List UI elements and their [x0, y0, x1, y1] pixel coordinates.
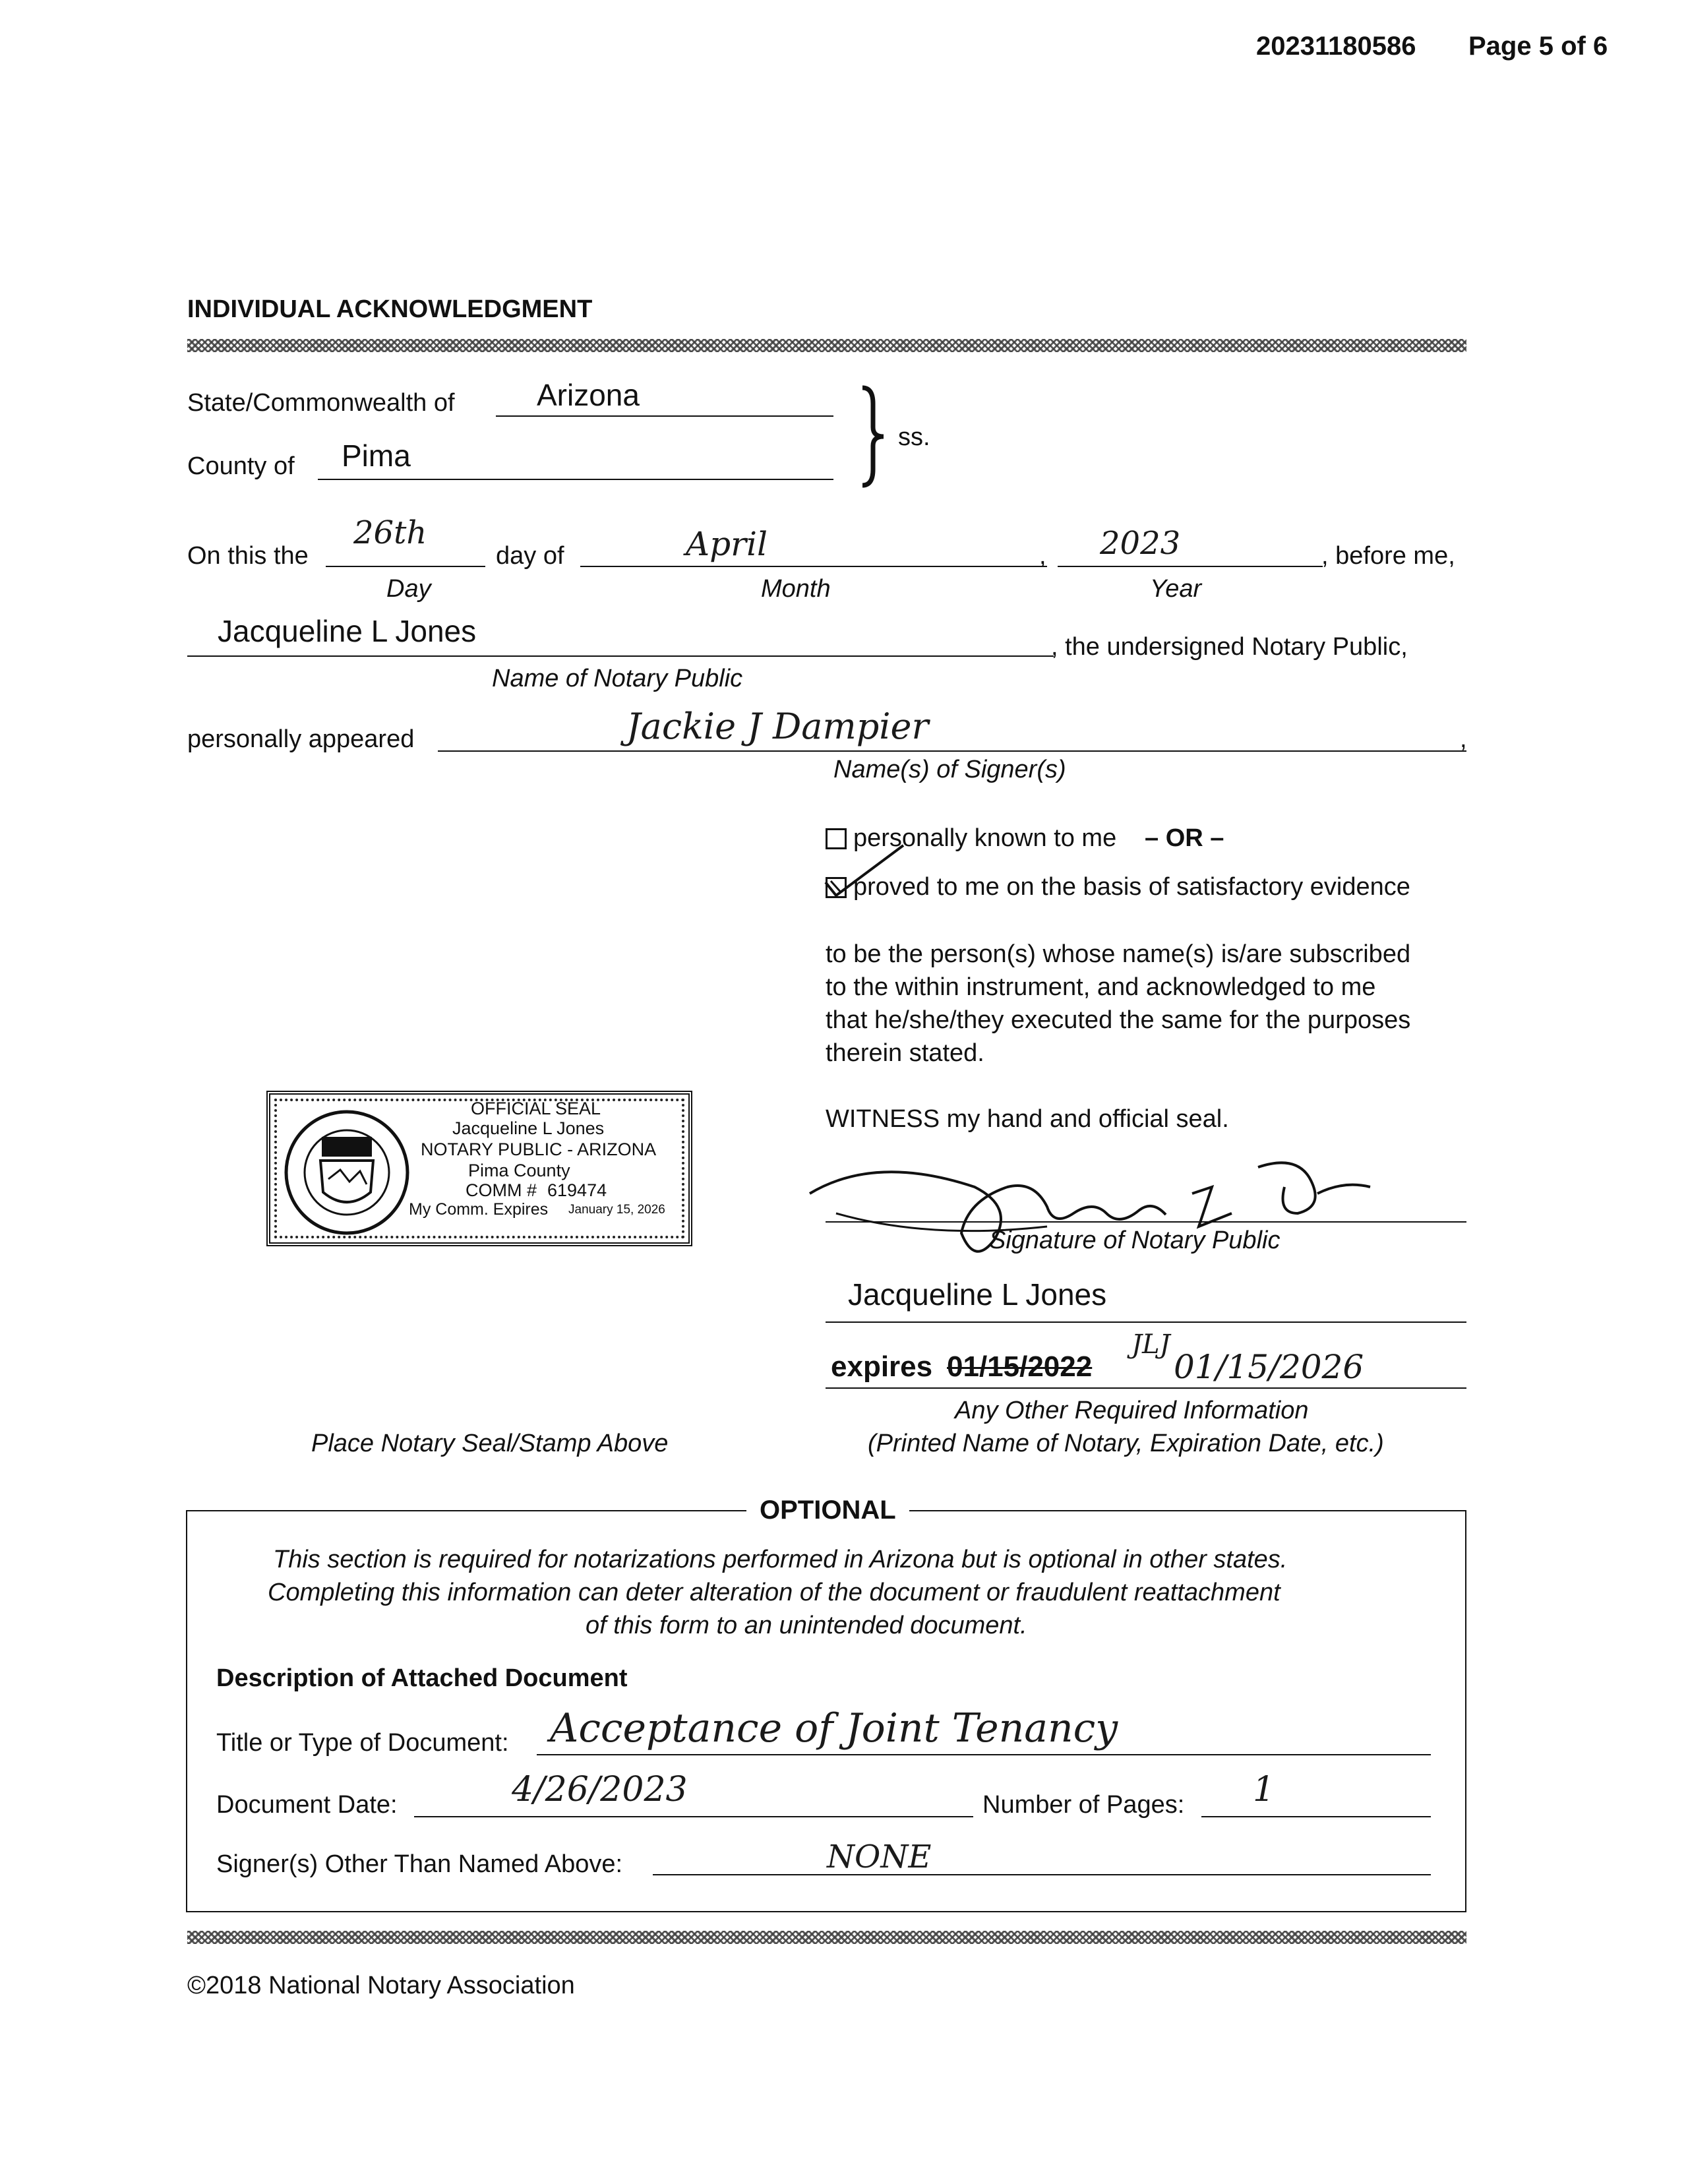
personally-appeared-label: personally appeared	[187, 725, 415, 753]
year-value: 2023	[1100, 525, 1181, 562]
before-me-label: , before me,	[1321, 542, 1455, 570]
other-info-sub: (Printed Name of Notary, Expiration Date, etc.)	[868, 1430, 1384, 1457]
signer-value: Jackie J Dampier	[626, 706, 929, 747]
state-seal-icon	[281, 1107, 413, 1238]
undersigned-label: , the undersigned Notary Public,	[1051, 633, 1408, 661]
optional-heading: OPTIONAL	[746, 1496, 909, 1525]
notary-name-value: Jacqueline L Jones	[218, 614, 477, 648]
doc-title-label: Title or Type of Document:	[216, 1729, 509, 1757]
doc-date-label: Document Date:	[216, 1791, 398, 1819]
printed-name-underline	[826, 1321, 1466, 1323]
other-signers-value: NONE	[827, 1838, 932, 1875]
printed-notary-name: Jacqueline L Jones	[848, 1277, 1107, 1312]
copyright: ©2018 National Notary Association	[187, 1972, 575, 1999]
seal-line-1: OFFICIAL SEAL	[471, 1099, 601, 1118]
brace	[857, 384, 890, 489]
seal-expires-date: January 15, 2026	[568, 1203, 665, 1217]
on-this-label: On this the	[187, 542, 309, 570]
seal-line-4: Pima County	[468, 1161, 570, 1180]
top-divider	[187, 339, 1466, 352]
signer-caption: Name(s) of Signer(s)	[833, 756, 1066, 783]
doc-date-underline	[414, 1816, 973, 1817]
month-caption: Month	[761, 575, 831, 603]
signature-caption: Signature of Notary Public	[989, 1227, 1281, 1254]
page-number: Page 5 of 6	[1468, 32, 1608, 61]
paragraph-line-4: therein stated.	[826, 1039, 984, 1067]
paragraph-line-2: to the within instrument, and acknowledged to me	[826, 973, 1376, 1001]
or-label: – OR –	[1145, 824, 1224, 852]
proved-label: proved to me on the basis of satisfactory evidence	[853, 873, 1410, 901]
comma-2: ,	[1460, 725, 1467, 753]
state-underline	[496, 415, 833, 417]
paragraph-line-3: that he/she/they executed the same for the purposes	[826, 1006, 1411, 1034]
doc-date-value: 4/26/2023	[512, 1770, 688, 1809]
record-number: 20231180586	[1256, 32, 1416, 61]
witness-label: WITNESS my hand and official seal.	[826, 1105, 1229, 1133]
ss-label: ss.	[898, 423, 930, 451]
signer-underline	[438, 750, 1466, 752]
doc-title-value: Acceptance of Joint Tenancy	[550, 1705, 1118, 1751]
optional-intro-line-3: of this form to an unintended document.	[586, 1612, 1027, 1639]
desc-heading: Description of Attached Document	[216, 1664, 628, 1692]
seal-line-3: NOTARY PUBLIC - ARIZONA	[421, 1139, 657, 1159]
pages-value: 1	[1253, 1770, 1275, 1809]
seal-comm-number: 619474	[547, 1180, 607, 1200]
known-label: personally known to me	[853, 824, 1117, 852]
expires-underline	[826, 1387, 1466, 1389]
expires-struck-date: 01/15/2022	[947, 1350, 1093, 1383]
year-caption: Year	[1150, 575, 1202, 603]
other-info-caption: Any Other Required Information	[955, 1397, 1309, 1424]
pages-underline	[1201, 1816, 1431, 1817]
optional-intro-line-1: This section is required for notarizations performed in Arizona but is optional in other states.	[273, 1546, 1288, 1573]
year-underline	[1058, 566, 1323, 567]
doc-title-underline	[537, 1754, 1431, 1755]
notary-seal-stamp	[266, 1091, 692, 1246]
month-underline	[580, 566, 1047, 567]
notary-initials: JLJ	[1131, 1329, 1170, 1360]
notary-name-caption: Name of Notary Public	[492, 665, 743, 692]
seal-expires-label: My Comm. Expires	[409, 1200, 549, 1219]
county-label: County of	[187, 452, 295, 480]
state-label: State/Commonwealth of	[187, 389, 455, 417]
seal-line-2: Jacqueline L Jones	[452, 1118, 605, 1138]
expires-label: expires	[831, 1350, 933, 1383]
county-underline	[318, 479, 833, 480]
day-underline	[326, 566, 485, 567]
paragraph-line-1: to be the person(s) whose name(s) is/are subscribed	[826, 940, 1411, 968]
signature-underline	[826, 1221, 1466, 1223]
day-value: 26th	[353, 514, 427, 551]
month-value: April	[686, 525, 768, 563]
seal-comm-label: COMM #	[466, 1180, 537, 1200]
other-signers-label: Signer(s) Other Than Named Above:	[216, 1850, 623, 1878]
other-signers-underline	[653, 1874, 1431, 1875]
notary-name-underline	[187, 655, 1054, 657]
form-title: INDIVIDUAL ACKNOWLEDGMENT	[187, 295, 593, 323]
bottom-divider	[187, 1931, 1466, 1944]
county-value: Pima	[342, 439, 411, 473]
optional-intro-line-2: Completing this information can deter alteration of the document or fraudulent reattachment	[268, 1579, 1281, 1606]
day-of-label: day of	[496, 542, 564, 570]
day-caption: Day	[386, 575, 431, 603]
pages-label: Number of Pages:	[982, 1791, 1185, 1819]
expires-handwritten-date: 01/15/2026	[1174, 1348, 1364, 1386]
state-value: Arizona	[537, 378, 640, 412]
seal-caption: Place Notary Seal/Stamp Above	[311, 1430, 669, 1457]
comma: ,	[1039, 542, 1046, 570]
